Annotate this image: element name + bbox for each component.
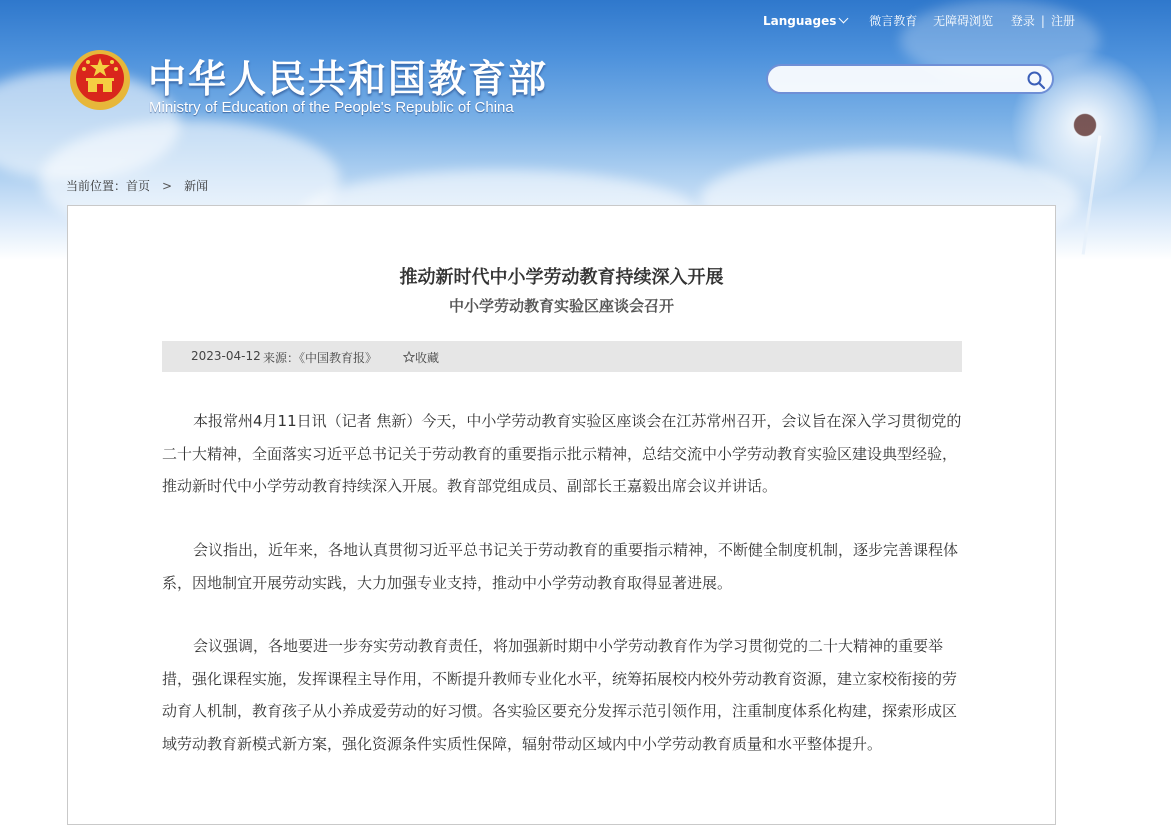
breadcrumb-current-link[interactable]: 新闻 <box>184 179 209 193</box>
top-links <box>763 12 1075 30</box>
divider: | <box>1040 13 1045 28</box>
article-paragraph: 本报常州4月11日讯（记者 焦新）今天，中小学劳动教育实验区座谈会在江苏常州召开，会议旨在深入学习贯彻党的二十大精神，全面落实习近平总书记关于劳动教育的重要指示批示精神，总结交流中小学劳动教育实验区建设典型经验，推动新时代中小学劳动教育持续深入开展。教育部党组成员、副部长王嘉毅出席会议并讲话。 <box>162 412 962 495</box>
breadcrumb <box>66 177 208 194</box>
breadcrumb-prefix: 当前位置： <box>66 179 127 193</box>
breadcrumb-home-link[interactable]: 首页 <box>126 179 151 193</box>
accessibility-link[interactable]: 无障碍浏览 <box>933 14 994 28</box>
languages-menu[interactable]: Languages <box>763 13 837 28</box>
favorite-button[interactable] <box>403 349 439 366</box>
weiyan-link[interactable]: 微言教育 <box>869 14 918 28</box>
login-link[interactable]: 登录 <box>1010 14 1035 28</box>
site-title[interactable]: 中华人民共和国教育部 <box>148 57 549 101</box>
article-source: 来源：《中国教育报》 <box>263 351 378 365</box>
article-panel <box>67 205 1056 825</box>
search-box <box>766 64 1054 94</box>
star-icon <box>403 351 415 363</box>
chevron-down-icon <box>839 14 849 24</box>
search-input[interactable] <box>780 70 1024 90</box>
article-subtitle: 中小学劳动教育实验区座谈会召开 <box>448 297 674 315</box>
breadcrumb-separator-icon: > <box>162 179 173 193</box>
article-paragraph: 会议强调，各地要进一步夯实劳动教育责任，将加强新时期中小学劳动教育作为学习贯彻党的二十大精神的重要举措，强化课程实施，发挥课程主导作用，不断提升教师专业化水平，统筹拓展校内校外劳动教育资源，建立家校衔接的劳动育人机制，教育孩子从小养成爱劳动的好习惯。各实验区要充分发挥示范引领作用，注重制度体系化构建，探索形成区域劳动教育新模式新方案，强化资源条件实质性保障，辐射带动区域内中小学劳动教育质量和水平整体提升。 <box>162 637 958 753</box>
national-emblem-icon <box>68 48 132 114</box>
favorite-label: 收藏 <box>415 351 440 365</box>
site-title-english: Ministry of Education of the People's Republic of China <box>149 99 514 116</box>
article-date: 2023-04-12 <box>191 349 261 363</box>
register-link[interactable]: 注册 <box>1050 14 1075 28</box>
article-meta-bar <box>162 341 962 372</box>
search-icon[interactable] <box>1026 70 1046 90</box>
article-title: 推动新时代中小学劳动教育持续深入开展 <box>399 267 724 288</box>
article-paragraph: 会议指出，近年来，各地认真贯彻习近平总书记关于劳动教育的重要指示精神，不断健全制度机制，逐步完善课程体系，因地制宜开展劳动实践，大力加强专业支持，推动中小学劳动教育取得显著进展。 <box>162 541 959 592</box>
